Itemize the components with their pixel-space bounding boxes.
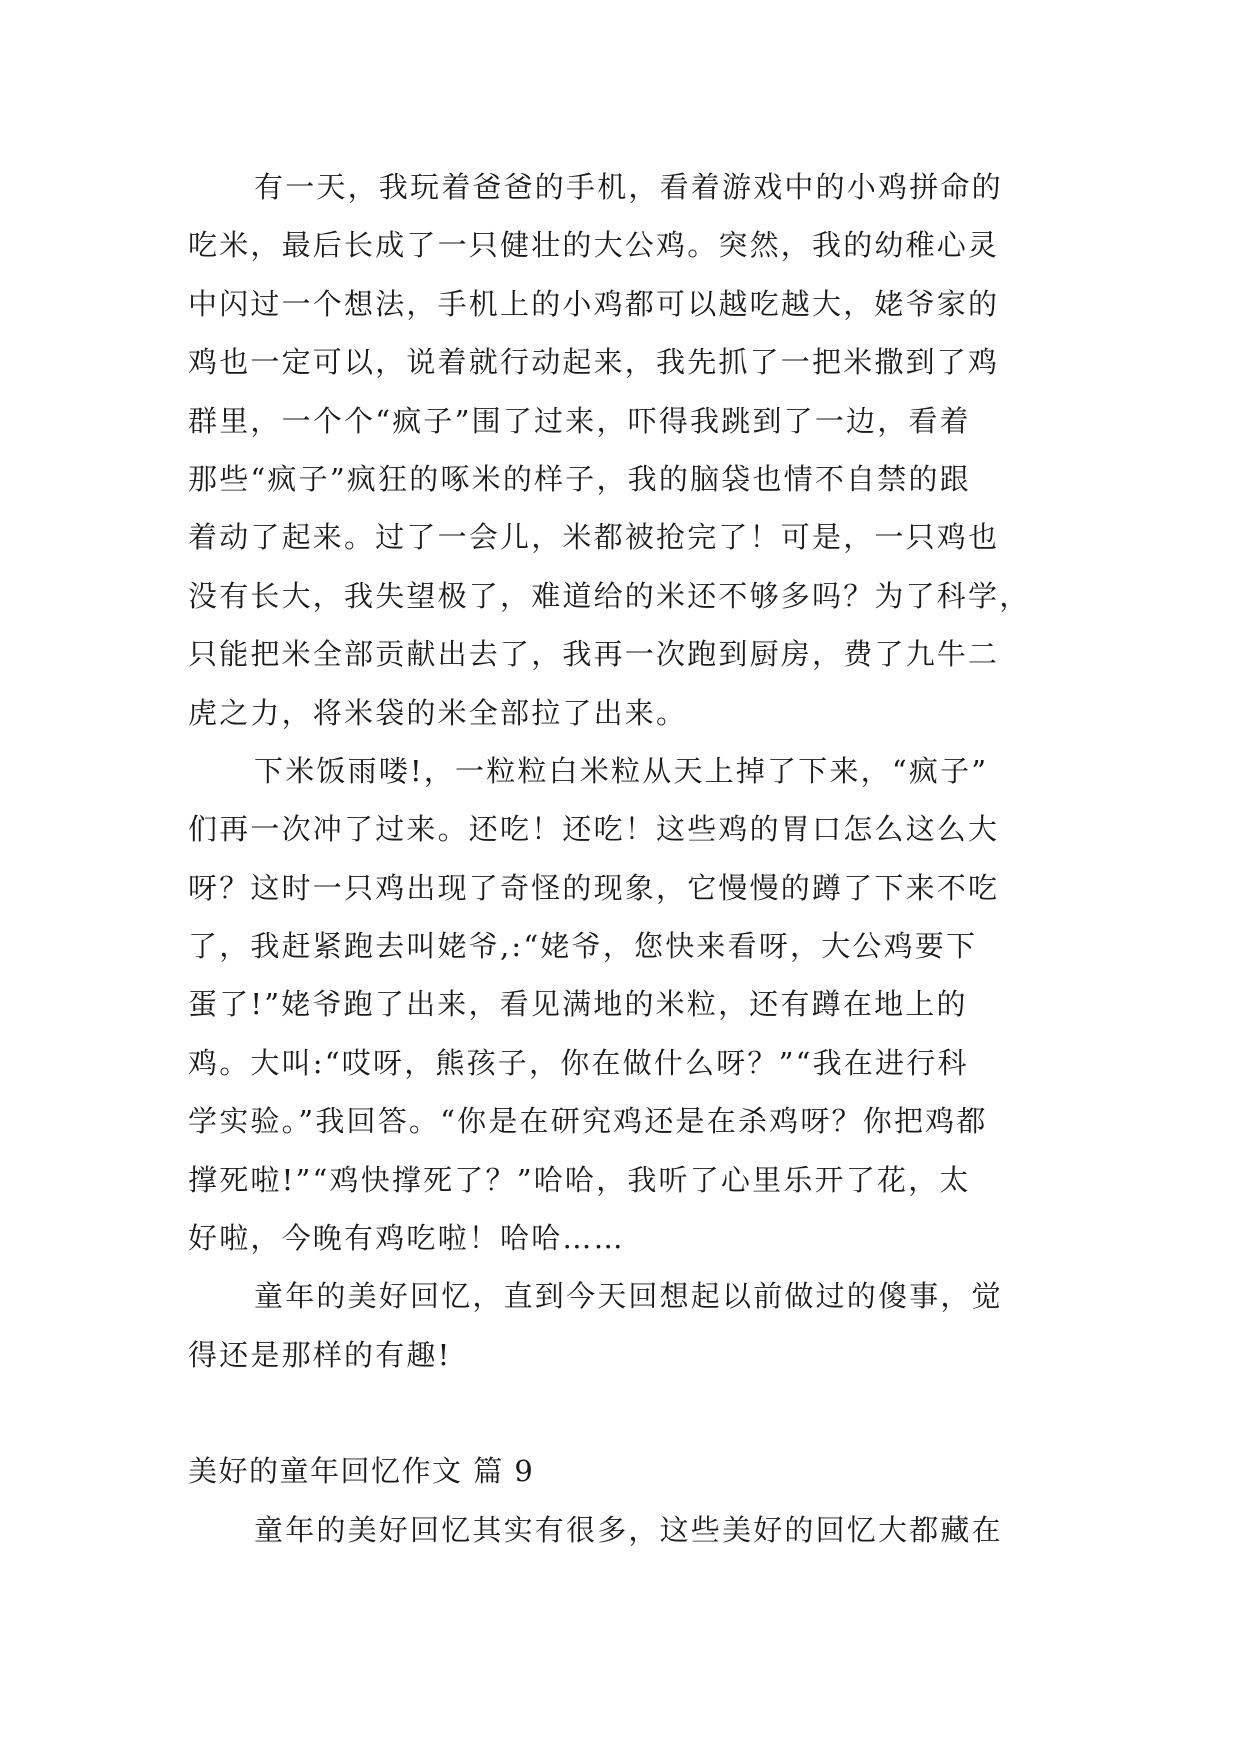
document-body [188, 158, 1048, 1559]
section-spacer [188, 1384, 1048, 1442]
text-line: 蛋了!”姥爷跑了出来，看见满地的米粒，还有蹲在地上的 [188, 987, 968, 1022]
text-line: 撑死啦!”“鸡快撑死了？”哈哈，我听了心里乐开了花，太 [188, 1162, 971, 1197]
text-line: 鸡也一定可以，说着就行动起来，我先抓了一把米撒到了鸡 [188, 345, 1000, 380]
paragraph-2 [188, 742, 1048, 1268]
text-line: 得还是那样的有趣! [188, 1337, 452, 1372]
text-line: 学实验。”我回答。“你是在研究鸡还是在杀鸡呀？你把鸡都 [188, 1104, 988, 1139]
text-line: 好啦，今晚有鸡吃啦！哈哈…… [188, 1221, 625, 1256]
text-line: 鸡。大叫:“哎呀，熊孩子，你在做什么呀？”“我在进行科 [188, 1045, 969, 1080]
paragraph-1 [188, 158, 1048, 742]
text-line: 呀？这时一只鸡出现了奇怪的现象，它慢慢的蹲了下来不吃 [188, 870, 1000, 905]
text-line: 虎之力，将米袋的米全部拉了出来。 [188, 695, 688, 730]
text-line: 中闪过一个想法，手机上的小鸡都可以越吃越大，姥爷家的 [188, 286, 1000, 321]
text-line: 群里，一个个“疯子”围了过来，吓得我跳到了一边，看着 [188, 403, 971, 438]
paragraph-3 [188, 1267, 1048, 1384]
text-line: 们再一次冲了过来。还吃！还吃！这些鸡的胃口怎么这么大 [188, 812, 1000, 847]
text-line: 那些“疯子”疯狂的啄米的样子，我的脑袋也情不自禁的跟 [188, 461, 971, 496]
text-line: 童年的美好回忆其实有很多，这些美好的回忆大都藏在 [254, 1512, 1003, 1547]
text-line: 有一天，我玩着爸爸的手机，看着游戏中的小鸡拼命的 [254, 170, 1003, 204]
text-line: 没有长大，我失望极了，难道给的米还不够多吗？为了科学， [188, 578, 1031, 613]
text-line: 童年的美好回忆，直到今天回想起以前做过的傻事，觉 [254, 1279, 1003, 1314]
paragraph-4 [188, 1501, 1048, 1559]
text-line: 只能把米全部贡献出去了，我再一次跑到厨房，费了九牛二 [188, 637, 1000, 672]
section-heading: 美好的童年回忆作文 篇 9 [188, 1454, 535, 1489]
text-line: 着动了起来。过了一会儿，米都被抢完了！可是，一只鸡也 [188, 520, 1000, 555]
text-line: 了，我赶紧跑去叫姥爷,:“姥爷，您快来看呀，大公鸡要下 [188, 929, 978, 964]
text-line: 下米饭雨喽!，一粒粒白米粒从天上掉了下来，“疯子” [254, 753, 989, 788]
text-line: 吃米，最后长成了一只健壮的大公鸡。突然，我的幼稚心灵 [188, 228, 1000, 263]
